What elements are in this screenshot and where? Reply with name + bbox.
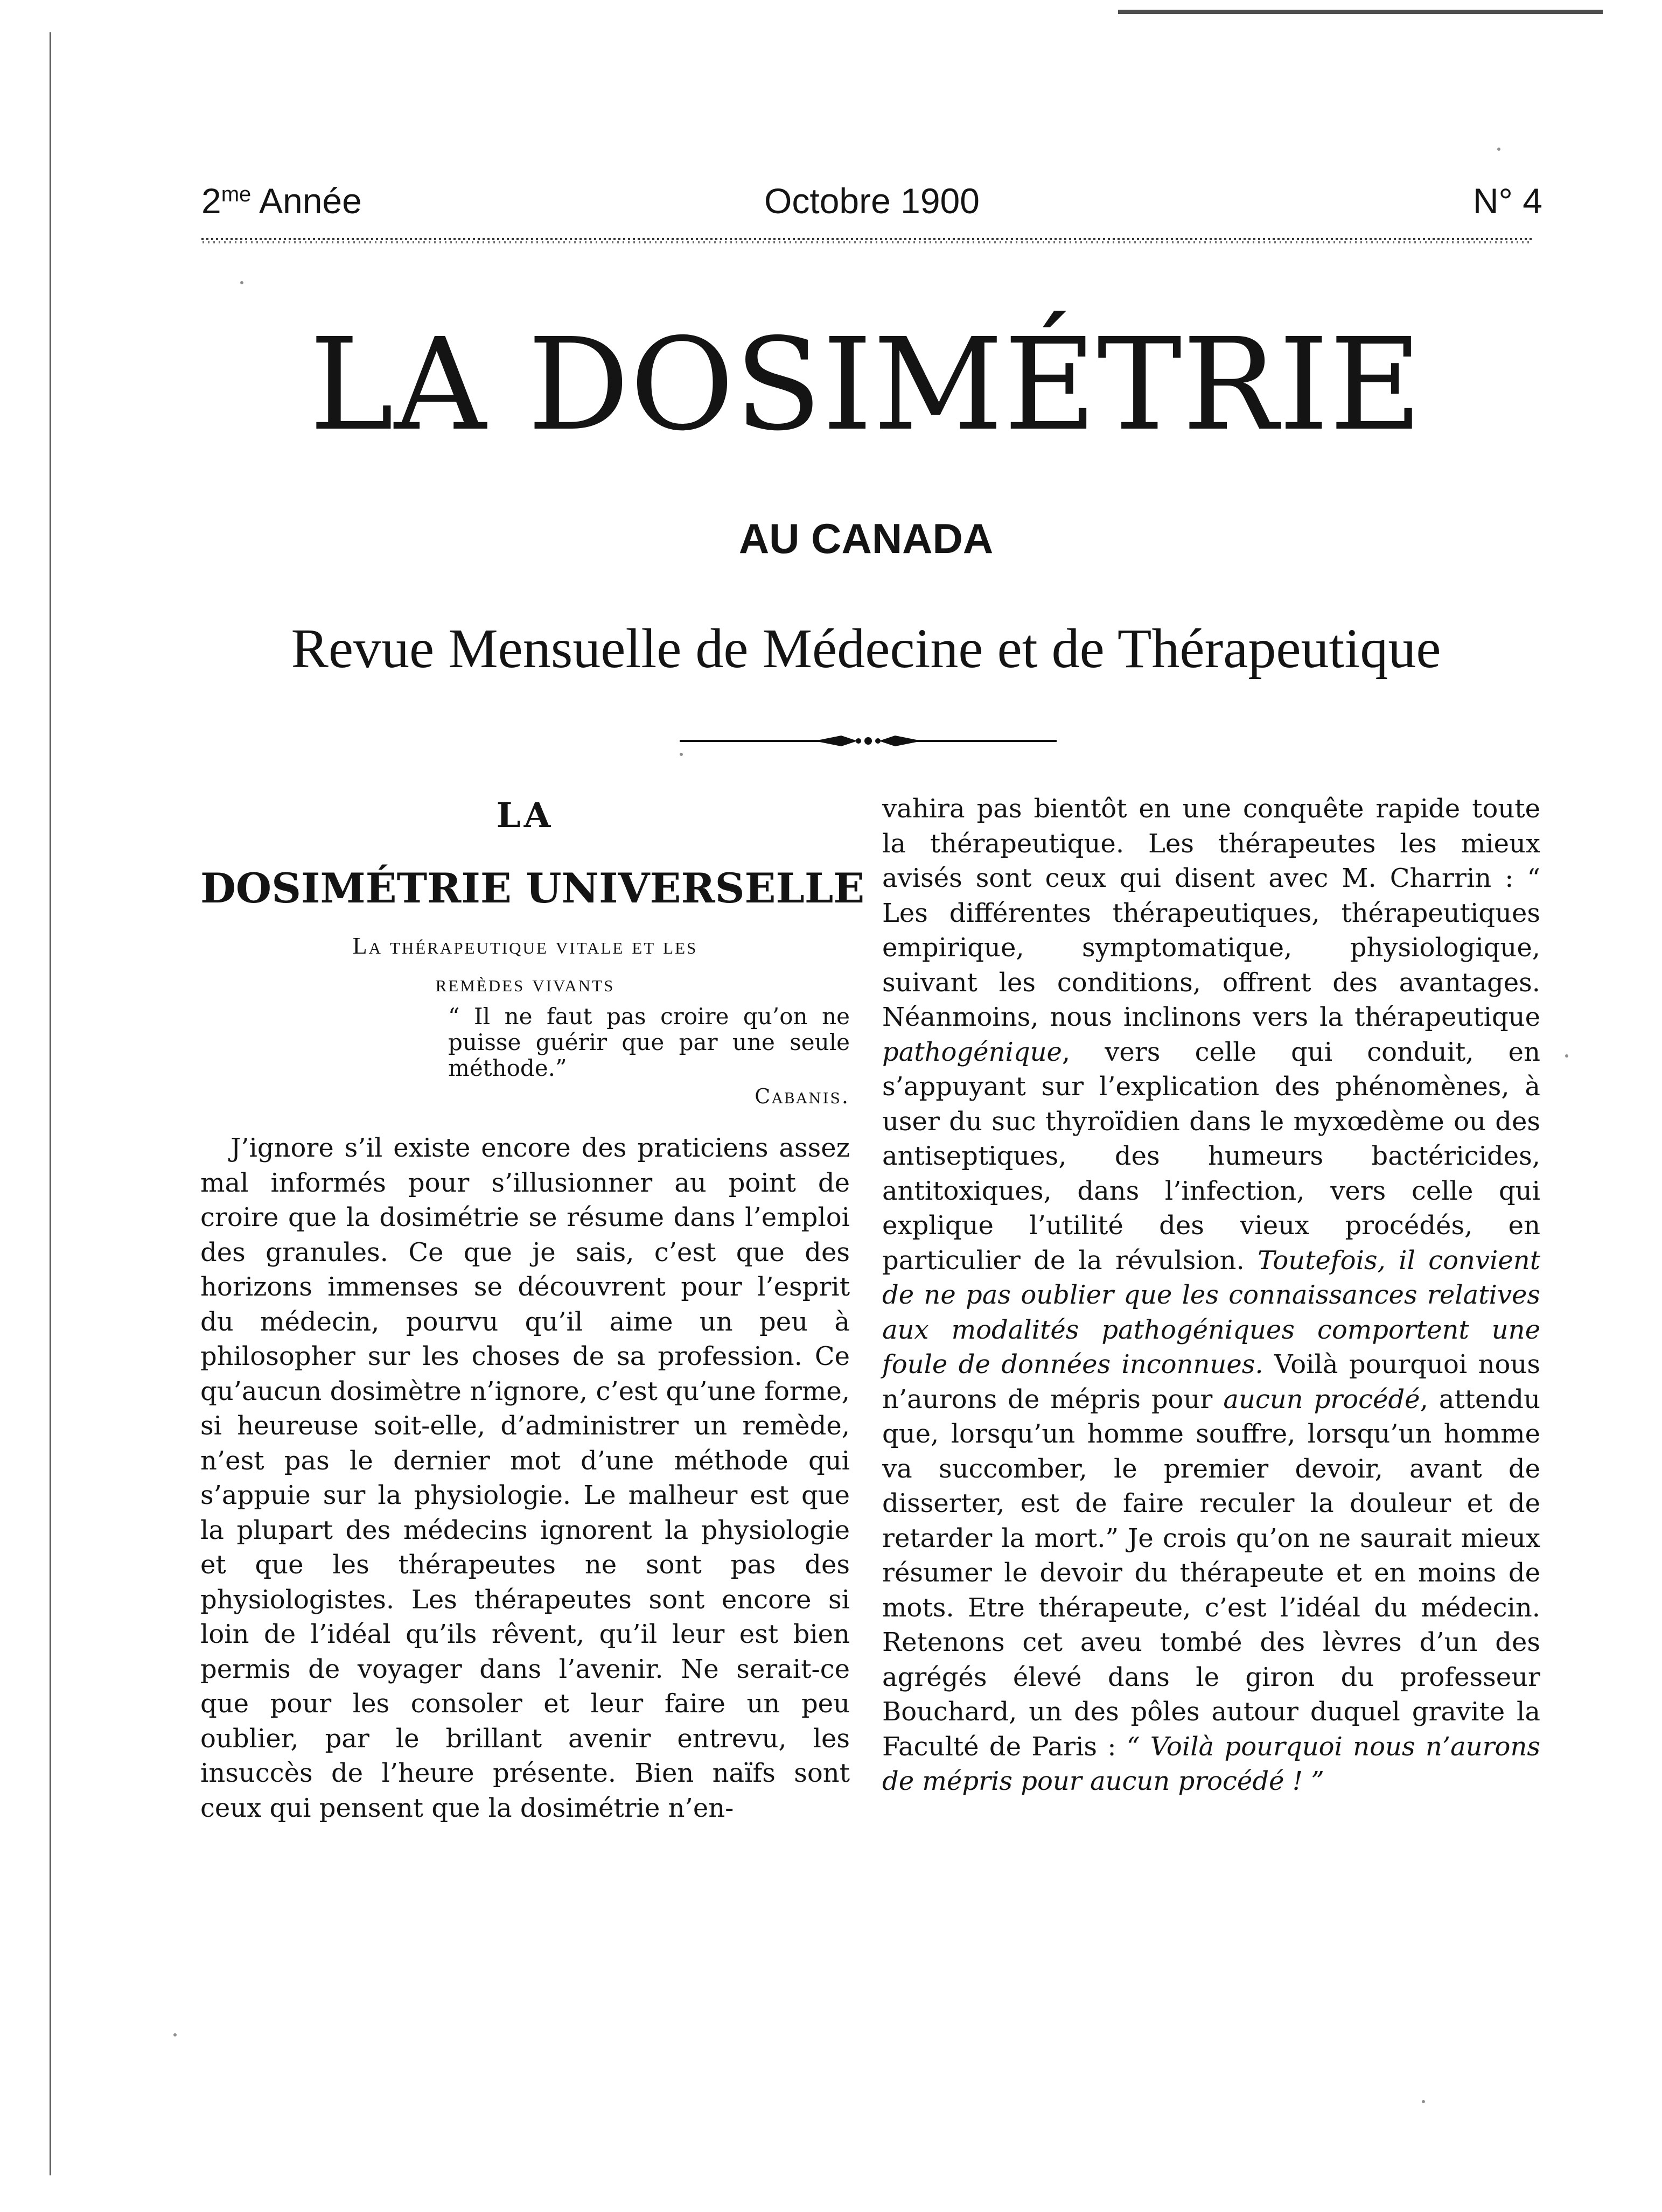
masthead bbox=[201, 177, 1542, 225]
right-text-segment: vahira pas bientôt en une conquête rapide toute la thérapeutique. Les thérapeutes les mieux avisés sont ceux qui disent avec M. Charrin : “ Les différentes thérapeutiques, thérapeutiques empirique, symptomatique, physiologique, suivant les conditions, offrent des avantages. Néanmoins, nous inclinons vers la thérapeutique bbox=[882, 794, 1540, 1032]
right-italic-segment: “ Voilà pourquoi nous n’aurons de mépris pour aucun procédé ! ” bbox=[882, 1731, 1540, 1796]
right-text-segment: Voilà pourquoi nous n’aurons de mépris pour bbox=[882, 1349, 1540, 1415]
epigraph-quote: “ Il ne faut pas croire qu’on ne puisse guérir que par une seule méthode.” bbox=[448, 1003, 850, 1081]
article-subtitle-line-1: La thérapeutique vitale et les bbox=[352, 933, 698, 959]
right-body-paragraph bbox=[882, 792, 1540, 1799]
masthead-date: Octobre 1900 bbox=[764, 181, 980, 221]
right-text-segment: , vers celle qui conduit, en s’appuyant sur l’explication des phénomènes, à user du suc thyroïdien dans le myxœdème ou des antiseptiques, des humeurs bactéricides, antitoxiques, dans l’infection, vers celle qui explique l’utilité des vieux procédés, en particulier de la révulsion. bbox=[882, 1037, 1540, 1276]
masthead-issue: N° 4 bbox=[1472, 181, 1542, 221]
year-word: Année bbox=[251, 181, 362, 221]
journal-subtitle: AU CANADA bbox=[738, 515, 994, 562]
article-subtitle-line-2: remèdes vivants bbox=[435, 970, 615, 997]
journal-tagline: Revue Mensuelle de Médecine et de Thérapeutique bbox=[291, 618, 1441, 680]
ornament-divider-icon bbox=[680, 729, 1057, 753]
scan-speck bbox=[1497, 148, 1500, 151]
left-body-paragraph: J’ignore s’il existe encore des praticiens assez mal informés pour s’illusionner au point de croire que la dosimétrie se résume dans l’emploi des granules. Ce que je sais, c’est que des horizons immenses se découvrent pour l’esprit du médecin, pourvu qu’il aime un peu à philosopher sur les choses de sa profession. Ce qu’aucun dosimètre n’ignore, c’est qu’une forme, si heureuse soit-elle, d’administrer un remède, n’est pas le dernier mot d’une méthode qui s’appuie sur la physiologie. Le malheur est que la plupart des médecins ignorent la physiologie et que les thérapeutes ne sont pas des physiologistes. Les thérapeutes sont encore si loin de l’idéal qu’ils rêvent, qu’il leur est bien permis de voyager dans l’avenir. Ne serait-ce que pour les consoler et leur faire un peu oublier, par le brillant avenir entrevu, les insuccès de l’heure présente. Bien naïfs sont ceux qui pensent que la dosimétrie n’en- bbox=[200, 1133, 850, 1823]
scanned-page-edge bbox=[50, 32, 54, 2175]
top-edge-rule bbox=[1118, 10, 1603, 14]
decorative-dotted-rule bbox=[201, 237, 1532, 244]
year-number: 2 bbox=[201, 181, 221, 221]
right-column bbox=[882, 792, 1540, 1799]
scan-speck bbox=[680, 753, 683, 756]
scan-speck bbox=[173, 2033, 177, 2036]
epigraph-author: Cabanis. bbox=[755, 1084, 850, 1108]
article-kicker: LA bbox=[496, 795, 554, 836]
journal-title: LA DOSIMÉTRIE bbox=[309, 311, 1423, 459]
right-italic-segment: Toutefois, il convient de ne pas oublier que les connaissances relatives aux modalités pathogéniques comportent une foule de données inconnues. bbox=[882, 1245, 1541, 1380]
scan-speck bbox=[1565, 1054, 1568, 1058]
left-column bbox=[200, 792, 865, 1825]
scan-speck bbox=[240, 281, 243, 284]
right-text-segment: , attendu que, lorsqu’un homme souffre, lorsqu’un homme va succomber, le premier devoir, avant de disserter, est de faire reculer la douleur et de retarder la mort.” Je crois qu’on ne saurait mieux résumer le devoir du thérapeute et en moins de mots. Etre thérapeute, c’est l’idéal du médecin. Retenons cet aveu tombé des lèvres d’un des agrégés élevé dans le giron du professeur Bouchard, un des pôles autour duquel gravite la Faculté de Paris : bbox=[882, 1384, 1540, 1762]
year-superscript: me bbox=[221, 183, 252, 206]
article-title: DOSIMÉTRIE UNIVERSELLE bbox=[200, 864, 865, 912]
masthead-year bbox=[201, 177, 362, 225]
scan-speck bbox=[1422, 2100, 1425, 2103]
right-italic-segment: pathogénique bbox=[882, 1037, 1062, 1067]
right-italic-segment: aucun procédé bbox=[1223, 1384, 1420, 1415]
